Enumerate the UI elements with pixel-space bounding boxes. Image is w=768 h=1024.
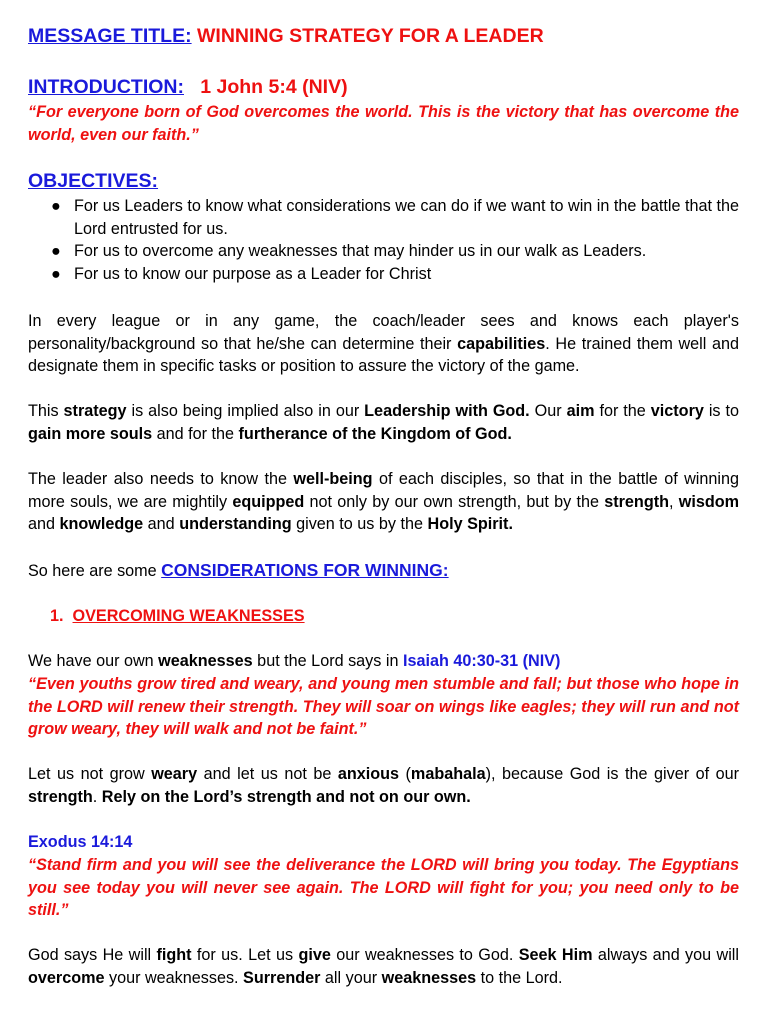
title-label: MESSAGE TITLE: bbox=[28, 25, 192, 47]
paragraph-weaknesses-intro: We have our own weaknesses but the Lord says in Isaiah 40:30-31 (NIV) bbox=[28, 652, 561, 670]
considerations-label: CONSIDERATIONS FOR WINNING: bbox=[161, 560, 449, 580]
isaiah-verse: “Even youths grow tired and weary, and young men stumble and fall; but those who hope in the LORD will renew their strength. They will soar on wings like eagles; they will run and not grow weary, they will walk and not be faint.” bbox=[28, 675, 739, 738]
paragraph-anxious: Let us not grow weary and let us not be anxious (mabahala), because God is the giver of our strength. Rely on the Lord’s strength and not on our own. bbox=[28, 765, 739, 806]
list-item: ● For us Leaders to know what considerations we can do if we want to win in the battle that the Lord entrusted for us. bbox=[51, 197, 739, 238]
objectives-heading bbox=[28, 170, 739, 193]
introduction-heading bbox=[28, 76, 739, 99]
paragraph-coach: In every league or in any game, the coach/leader sees and knows each player's personality/background so that he/she can determine their capabilities. He trained them well and designate them in specific tasks or position to assure the victory of the game. bbox=[28, 312, 739, 375]
isaiah-reference: Isaiah 40:30-31 (NIV) bbox=[402, 652, 561, 670]
paragraph-wellbeing: The leader also needs to know the well-being of each disciples, so that in the battle of winning more souls, we are mightily equipped not only by our own strength, but by the strength, wisdom and knowledge and understanding given to us by the Holy Spirit. bbox=[28, 470, 740, 533]
title-text: WINNING STRATEGY FOR A LEADER bbox=[197, 25, 544, 47]
bullet-icon: ● bbox=[51, 264, 61, 283]
introduction-label: INTRODUCTION: bbox=[28, 76, 184, 98]
exodus-reference: Exodus 14:14 bbox=[28, 833, 133, 851]
bullet-icon: ● bbox=[51, 197, 61, 215]
paragraph-surrender: God says He will fight for us. Let us give our weaknesses to God. Seek Him always and you will overcome your weaknesses. Surrender all your weaknesses to the Lord. bbox=[28, 946, 739, 987]
objectives-label: OBJECTIVES: bbox=[28, 170, 159, 192]
introduction-reference: 1 John 5:4 (NIV) bbox=[200, 76, 348, 98]
message-title bbox=[28, 25, 739, 48]
list-item: ● For us to know our purpose as a Leader for Christ bbox=[28, 263, 739, 286]
list-item: ● For us to overcome any weaknesses that may hinder us in our walk as Leaders. bbox=[28, 240, 739, 263]
introduction-verse: “For everyone born of God overcomes the world. This is the victory that has overcome the world, even our faith.” bbox=[28, 103, 739, 144]
considerations-line: So here are some CONSIDERATIONS FOR WINNING: bbox=[28, 560, 449, 580]
bullet-icon: ● bbox=[51, 242, 61, 260]
paragraph-strategy: This strategy is also being implied also in our Leadership with God. Our aim for the victory is to gain more souls and for the furtherance of the Kingdom of God. bbox=[28, 402, 739, 443]
point-number: 1. bbox=[50, 607, 64, 625]
point-heading-weaknesses bbox=[50, 605, 740, 628]
point-label: OVERCOMING WEAKNESSES bbox=[72, 607, 305, 625]
exodus-verse: “Stand firm and you will see the deliverance the LORD will bring you today. The Egyptians you see today you will never see again. The LORD will fight for you; you need only to be still.” bbox=[28, 856, 739, 919]
objectives-list bbox=[28, 195, 739, 285]
